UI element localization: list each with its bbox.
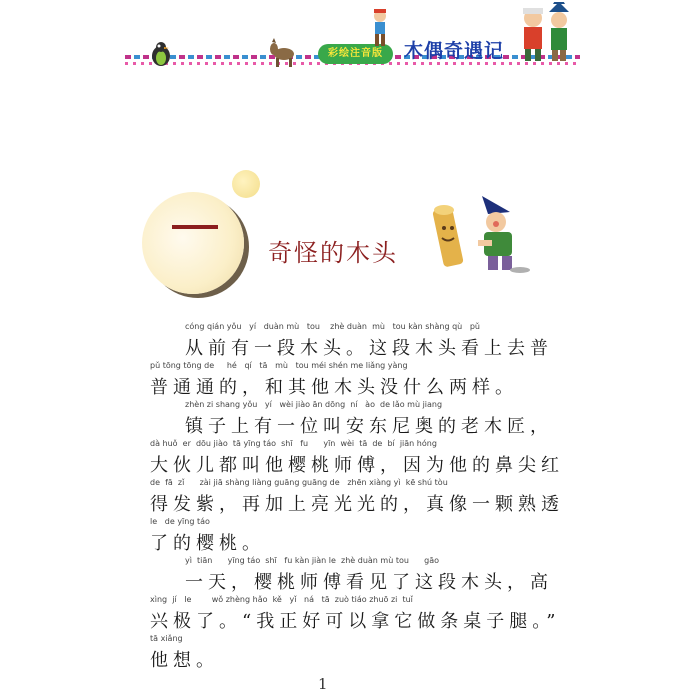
hanzi-line: 兴极了。“我正好可以拿它做条桌子腿。” <box>150 611 561 632</box>
donkey-illustration <box>266 38 300 68</box>
hanzi-line: 大伙儿都叫他樱桃师傅，因为他的鼻尖红 <box>150 455 564 476</box>
book-title: 木偶奇遇记 <box>404 40 505 62</box>
carpenter-illustration <box>430 190 535 275</box>
pinyin-line: de fā zǐ zài jiā shàng liàng guāng guāng de zhēn xiàng yì kē shú tòu <box>150 478 448 487</box>
chapter-number-mark <box>172 225 218 229</box>
pinyin-line: yì tiān yīng táo shī fu kàn jiàn le zhè duàn mù tou gāo <box>185 556 440 565</box>
pinyin-line: dà huǒ er dōu jiào tā yīng táo shī fu yīn wèi tā de bí jiān hóng <box>150 439 437 448</box>
small-moon-decoration <box>232 170 260 198</box>
moon-decoration <box>142 192 244 294</box>
pinyin-line: zhèn zi shang yǒu yí wèi jiào ān dōng ní ào de lǎo mù jiang <box>185 400 443 409</box>
bird-illustration <box>145 38 177 68</box>
characters-illustration <box>515 2 577 62</box>
pinyin-line: tā xiǎng <box>150 634 183 643</box>
hanzi-line: 得发紫，再加上亮光光的，真像一颗熟透 <box>150 494 564 515</box>
page-header <box>0 0 700 80</box>
hanzi-line: 普通通的，和其他木头没什么两样。 <box>150 377 518 398</box>
boy-illustration <box>368 8 392 48</box>
pinyin-line: le de yīng táo <box>150 517 210 526</box>
page-number: 1 <box>318 675 328 693</box>
hanzi-line: 从前有一段木头。这段木头看上去普 <box>185 338 553 359</box>
hanzi-line: 他想。 <box>150 650 219 671</box>
pinyin-line: pǔ tōng tōng de hé qí tā mù tou méi shén me liǎng yàng <box>150 361 408 370</box>
edition-badge: 彩绘注音版 <box>318 44 393 64</box>
pinyin-line: xìng jí le wǒ zhèng hǎo kě yǐ ná tā zuò tiáo zhuō zi tuǐ <box>150 595 413 604</box>
hanzi-line: 了的樱桃。 <box>150 533 265 554</box>
hanzi-line: 镇子上有一位叫安东尼奥的老木匠， <box>185 416 553 437</box>
hanzi-line: 一天，樱桃师傅看见了这段木头，高 <box>185 572 553 593</box>
chapter-title: 奇怪的木头 <box>268 239 398 267</box>
pinyin-line: cóng qián yǒu yí duàn mù tou zhè duàn mù tou kàn shàng qù pǔ <box>185 322 480 331</box>
